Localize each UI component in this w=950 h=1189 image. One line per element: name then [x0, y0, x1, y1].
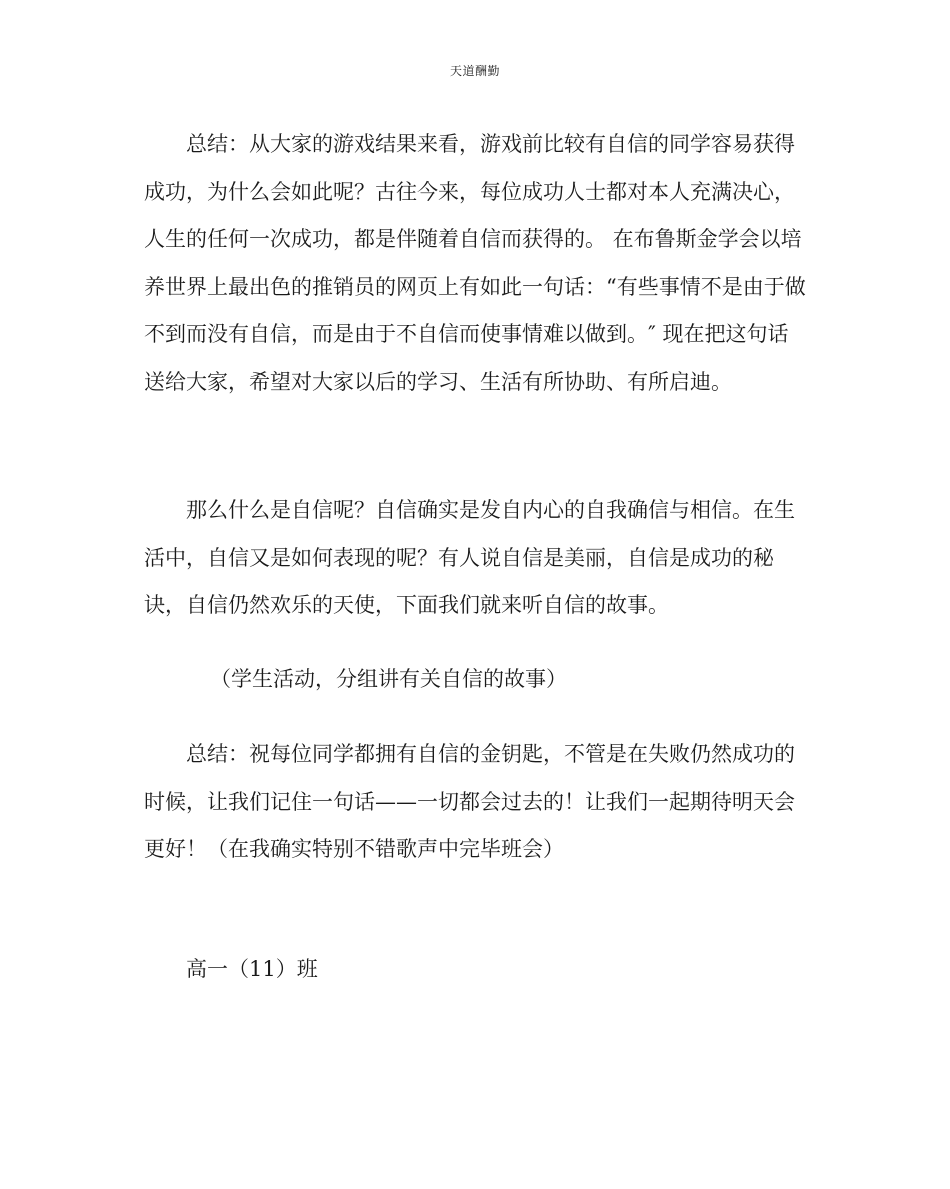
activity-note: （学生活动，分组讲有关自信的故事）	[210, 667, 567, 691]
class-signature: 高一（11）班	[186, 957, 318, 981]
page-header: 天道酬勤	[449, 64, 500, 78]
confidence-paragraph: 那么什么是自信呢？自信确实是发自内心的自我确信与相信。在生活中，自信又是如何表现的呢？有人说自信是美丽，自信是成功的秘诀，自信仍然欢乐的天使，下面我们就来听自信的故事。	[144, 498, 795, 617]
summary-paragraph-1: 总结：从大家的游戏结果来看，游戏前比较有自信的同学容易获得成功，为什么会如此呢？古往今来，每位成功人士都对本人充满决心，人生的任何一次成功，都是伴随着自信而获得的。 在布鲁斯金学会以培养世界上最出色的推销员的网页上有如此一句话：“有些事情不是由于做不到而没有自信，而是由于不自信而使事情难以做到。″ 现在把这句话送给大家，希望对大家以后的学习、生活有所协助、有所启迪。	[144, 132, 806, 394]
summary-paragraph-2: 总结：祝每位同学都拥有自信的金钥匙，不管是在失败仍然成功的时候，让我们记住一句话——一切都会过去的！让我们一起期待明天会更好！（在我确实特别不错歌声中完毕班会）	[144, 742, 795, 861]
